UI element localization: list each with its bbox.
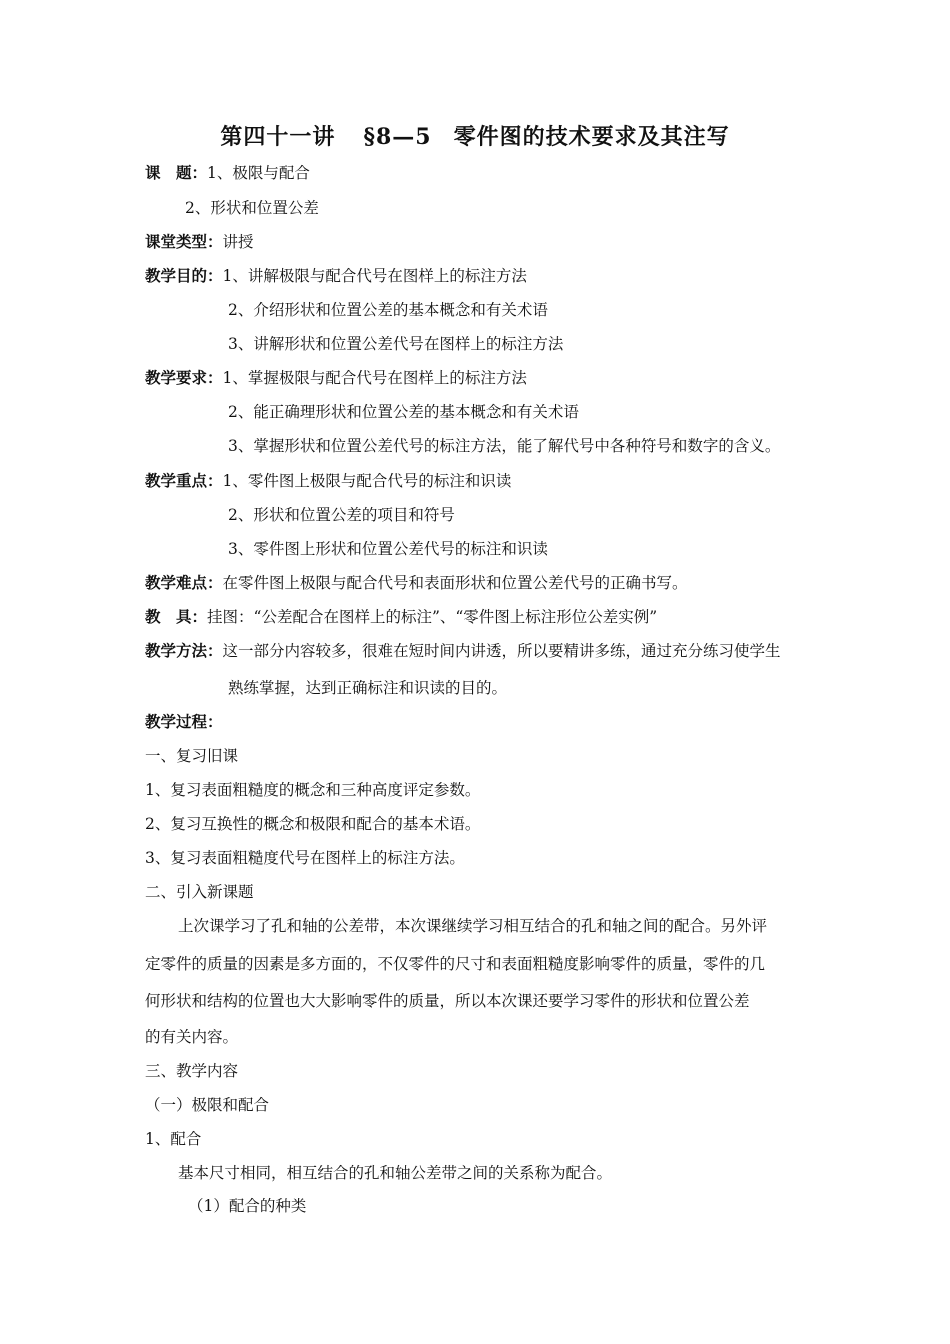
- subheading-limits-fits: （一）极限和配合: [145, 1096, 270, 1114]
- review-heading: 一、复习旧课: [145, 747, 239, 765]
- requirement-item-1: 1、掌握极限与配合代号在图样上的标注方法: [222, 369, 527, 387]
- key-points-label: 教学重点：: [145, 471, 223, 490]
- intro-line-1: 上次课学习了孔和轴的公差带，本次课继续学习相互结合的孔和轴之间的配合。另外评: [178, 917, 768, 935]
- subheading-fit: 1、配合: [145, 1130, 202, 1148]
- requirement-item-3: 3、掌握形状和位置公差代号的标注方法，能了解代号中各种符号和数字的含义。: [228, 437, 781, 455]
- requirements-label: 教学要求：: [145, 368, 223, 387]
- difficulty-label: 教学难点：: [145, 573, 223, 592]
- class-type-label: 课堂类型：: [145, 232, 223, 251]
- method-line-2: 熟练掌握，达到正确标注和识读的目的。: [228, 679, 508, 697]
- class-type-value: 讲授: [222, 233, 254, 251]
- content-heading: 三、教学内容: [145, 1062, 239, 1080]
- key-point-item-1: 1、零件图上极限与配合代号的标注和识读: [222, 472, 512, 490]
- title-topic: 零件图的技术要求及其注写: [453, 124, 730, 150]
- fit-definition: 基本尺寸相同，相互结合的孔和轴公差带之间的关系称为配合。: [178, 1164, 613, 1182]
- tools-label: 教 具：: [145, 607, 208, 626]
- title-lecture: 第四十一讲: [220, 124, 336, 150]
- objective-item-2: 2、介绍形状和位置公差的基本概念和有关术语: [228, 301, 548, 319]
- process-label: 教学过程：: [145, 712, 223, 731]
- topic-label: 课 题：: [145, 163, 208, 182]
- review-item-1: 1、复习表面粗糙度的概念和三种高度评定参数。: [145, 781, 481, 799]
- difficulty-row: [145, 573, 688, 593]
- objective-item-3: 3、讲解形状和位置公差代号在图样上的标注方法: [228, 335, 564, 353]
- topic-item-2: 2、形状和位置公差: [185, 199, 319, 217]
- title-section: §8—5: [363, 124, 432, 150]
- subheading-fit-types: （1）配合的种类: [188, 1197, 307, 1215]
- key-points-row: [145, 471, 511, 491]
- tools-row: [145, 607, 657, 627]
- method-row: [145, 641, 781, 661]
- topic-row: [145, 163, 310, 183]
- key-point-item-3: 3、零件图上形状和位置公差代号的标注和识读: [228, 540, 548, 558]
- objective-item-1: 1、讲解极限与配合代号在图样上的标注方法: [222, 267, 527, 285]
- difficulty-value: 在零件图上极限与配合代号和表面形状和位置公差代号的正确书写。: [222, 574, 688, 592]
- requirements-row: [145, 368, 527, 388]
- topic-item-1: 1、极限与配合: [207, 164, 310, 182]
- intro-line-3: 何形状和结构的位置也大大影响零件的质量，所以本次课还要学习零件的形状和位置公差: [145, 992, 750, 1010]
- objectives-row: [145, 266, 527, 286]
- intro-line-2: 定零件的质量的因素是多方面的，不仅零件的尺寸和表面粗糙度影响零件的质量，零件的几: [145, 955, 766, 973]
- tools-value: 挂图：“公差配合在图样上的标注”、“零件图上标注形位公差实例”: [207, 608, 658, 626]
- method-label: 教学方法：: [145, 641, 223, 660]
- review-item-3: 3、复习表面粗糙度代号在图样上的标注方法。: [145, 849, 465, 867]
- page-title: [0, 120, 950, 151]
- intro-heading: 二、引入新课题: [145, 883, 254, 901]
- intro-line-4: 的有关内容。: [145, 1028, 239, 1046]
- requirement-item-2: 2、能正确理形状和位置公差的基本概念和有关术语: [228, 403, 579, 421]
- objectives-label: 教学目的：: [145, 266, 223, 285]
- review-item-2: 2、复习互换性的概念和极限和配合的基本术语。: [145, 815, 481, 833]
- class-type-row: [145, 232, 254, 252]
- key-point-item-2: 2、形状和位置公差的项目和符号: [228, 506, 455, 524]
- method-line-1: 这一部分内容较多，很难在短时间内讲透，所以要精讲多练，通过充分练习使学生: [222, 642, 781, 660]
